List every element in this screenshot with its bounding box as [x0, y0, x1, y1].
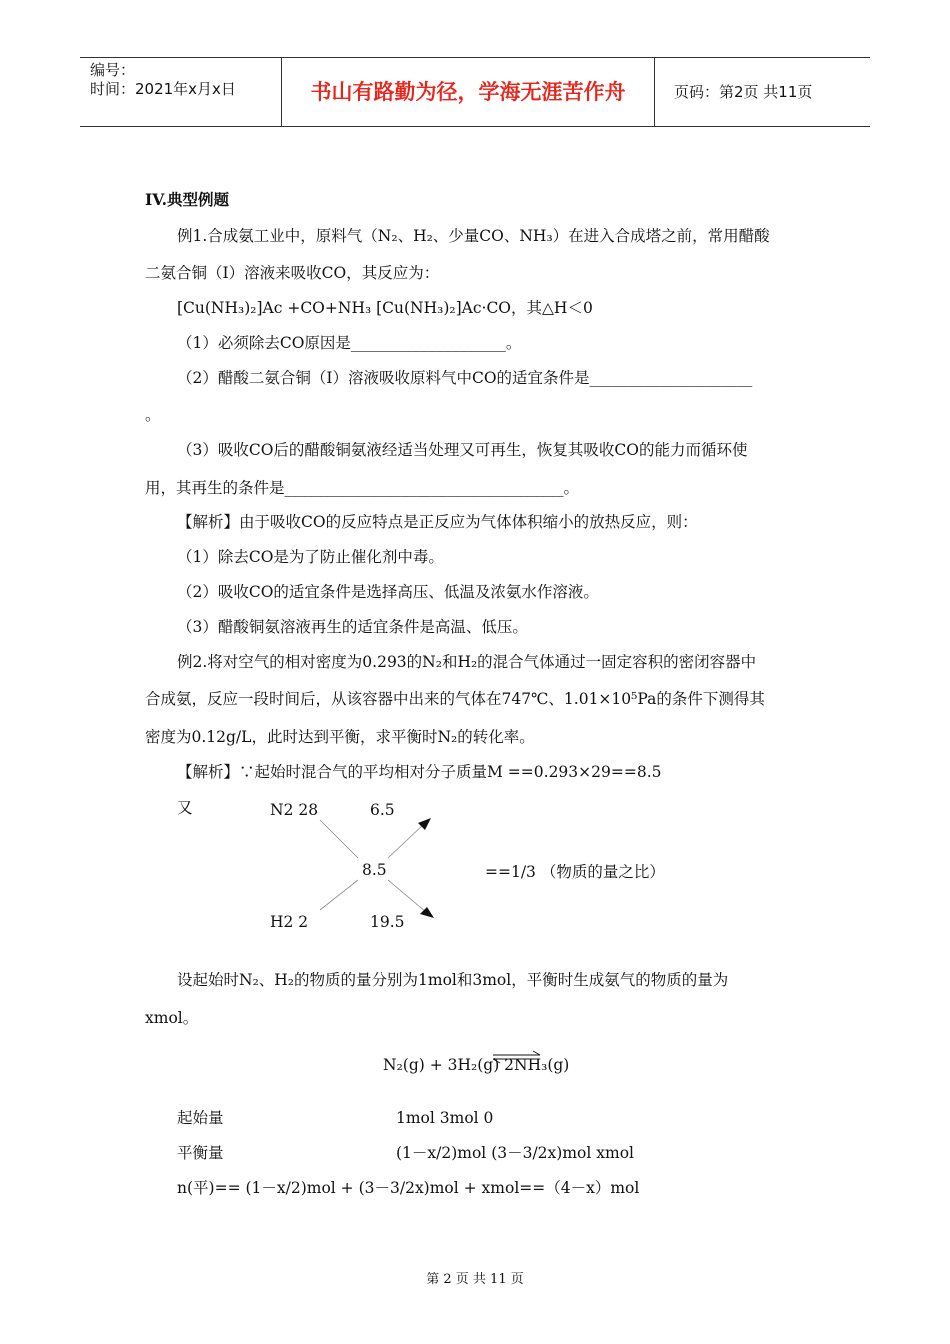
ex1-a3: （3）醋酸铜氨溶液再生的适宜条件是高温、低压。 [177, 618, 528, 636]
start-values: 1mol 3mol 0 [396, 1109, 494, 1127]
header-motto: 书山有路勤为径，学海无涯苦作舟 [281, 58, 655, 126]
ex2-reaction: N₂(g) + 3H₂(g) 2NH₃(g) [383, 1056, 570, 1074]
cross-v195: 19.5 [370, 913, 405, 931]
ex2-analysis: 【解析】∵起始时混合气的平均相对分子质量M ==0.293×29==8.5 [177, 763, 662, 781]
ex1-line2: 二氨合铜（Ⅰ）溶液来吸收CO，其反应为： [145, 264, 440, 282]
page-footer: 第 2 页 共 11 页 [426, 1272, 524, 1287]
cross-ratio: ==1/3 （物质的量之比） [485, 863, 665, 881]
ex2-total: n(平)== (1－x/2)mol + (3－3/2x)mol + xmol==（4－x）mol [177, 1179, 640, 1197]
ex1-equation: [Cu(NH₃)₂]Ac +CO+NH₃ [Cu(NH₃)₂]Ac·CO，其△H＜0 [177, 299, 593, 317]
cross-line-upper-left [320, 820, 358, 858]
eq-values: (1－x/2)mol (3－3/2x)mol xmol [396, 1144, 634, 1162]
ex1-q3-line1: （3）吸收CO后的醋酸铜氨液经适当处理又可再生，恢复其吸收CO的能力而循环使 [177, 441, 748, 459]
ex2-line2: 合成氨，反应一段时间后，从该容器中出来的气体在747℃、1.01×10⁵Pa的条件下测得其 [145, 690, 765, 708]
ex2-setup2: xmol。 [145, 1009, 199, 1027]
cross-line-upper-right [388, 824, 424, 858]
ex2-line1: 例2.将对空气的相对密度为0.293的N₂和H₂的混合气体通过一固定容积的密闭容器中 [177, 653, 757, 671]
header-time: 时间：2021年x月x日 [90, 80, 236, 98]
ex2-line3: 密度为0.12g/L，此时达到平衡，求平衡时N₂的转化率。 [145, 728, 535, 746]
ex1-analysis: 【解析】由于吸收CO的反应特点是正反应为气体体积缩小的放热反应，则： [177, 513, 698, 531]
cross-you: 又 [177, 799, 193, 817]
cross-center: 8.5 [362, 861, 387, 879]
ex1-line1: 例1.合成氨工业中，原料气（N₂、H₂、少量CO、NH₃）在进入合成塔之前，常用醋酸 [177, 227, 770, 245]
ex1-a2: （2）吸收CO的适宜条件是选择高压、低温及浓氨水作溶液。 [177, 583, 599, 601]
eq-label: 平衡量 [177, 1144, 224, 1162]
cross-line-lower-left [320, 880, 358, 910]
cross-h2: H2 2 [270, 913, 309, 931]
cross-v65: 6.5 [370, 801, 395, 819]
cross-line-lower-right [388, 880, 426, 912]
start-label: 起始量 [177, 1109, 224, 1127]
ex1-q2-end: 。 [145, 406, 161, 424]
ex1-q2: （2）醋酸二氨合铜（Ⅰ）溶液吸收原料气中CO的适宜条件是_____________________ [177, 369, 753, 387]
cross-n2: N2 28 [270, 801, 319, 819]
ex2-setup1: 设起始时N₂、H₂的物质的量分别为1mol和3mol，平衡时生成氨气的物质的量为 [177, 971, 729, 989]
ex1-q1: （1）必须除去CO原因是____________________。 [177, 334, 522, 352]
ex1-a1: （1）除去CO是为了防止催化剂中毒。 [177, 548, 444, 566]
header-page: 页码：第2页 共11页 [674, 83, 813, 101]
header-number: 编号： [90, 61, 136, 79]
ex1-q3-line2: 用，其再生的条件是____________________________________。 [145, 479, 580, 497]
section-title: IV.典型例题 [145, 190, 229, 209]
